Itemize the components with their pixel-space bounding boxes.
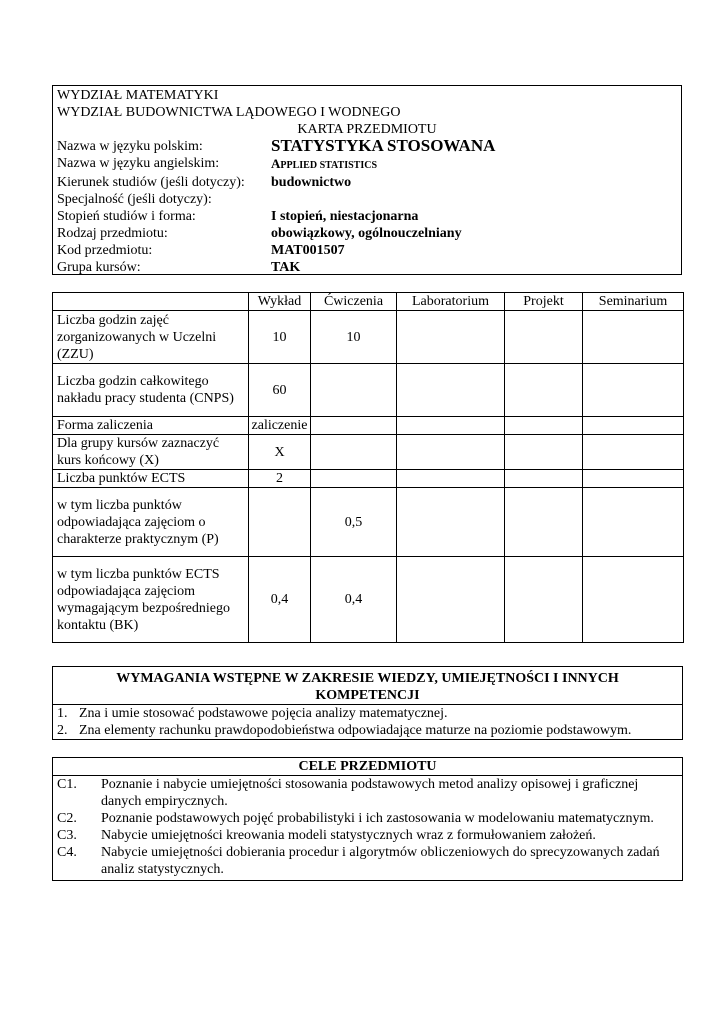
column-header bbox=[53, 293, 249, 311]
faculty-line-1: WYDZIAŁ MATEMATYKI bbox=[57, 88, 219, 103]
field-type bbox=[57, 225, 677, 242]
table-cell bbox=[397, 311, 505, 364]
table-cell bbox=[505, 364, 583, 417]
item-text: Nabycie umiejętności kreowania modeli statystycznych wraz z formułowaniem założeń. bbox=[101, 828, 596, 843]
english-name-rest: PPLIED bbox=[280, 160, 318, 171]
table-cell bbox=[249, 488, 311, 557]
column-header: Laboratorium bbox=[397, 293, 505, 311]
table-cell: 0,4 bbox=[249, 557, 311, 643]
field-value: MAT001507 bbox=[271, 243, 345, 258]
table-cell bbox=[583, 435, 684, 470]
table-cell bbox=[397, 488, 505, 557]
table-cell bbox=[583, 470, 684, 488]
field-direction bbox=[57, 174, 677, 191]
field-label: Specjalność (jeśli dotyczy): bbox=[57, 192, 212, 207]
item-number: 1. bbox=[57, 706, 68, 721]
item-text: Poznanie i nabycie umiejętności stosowania podstawowych metod analizy opisowej i graficznej danych empirycznych. bbox=[101, 777, 639, 809]
table-cell: 2 bbox=[249, 470, 311, 488]
table-cell bbox=[505, 557, 583, 643]
item-number: C3. bbox=[57, 828, 77, 843]
table-cell bbox=[505, 311, 583, 364]
table-cell bbox=[311, 470, 397, 488]
table-cell bbox=[583, 417, 684, 435]
table-row bbox=[53, 557, 684, 643]
table-cell: 0,4 bbox=[311, 557, 397, 643]
table-cell bbox=[311, 364, 397, 417]
field-label: Stopień studiów i forma: bbox=[57, 209, 196, 224]
table-cell bbox=[311, 417, 397, 435]
goals-title: CELE PRZEDMIOTU bbox=[53, 758, 683, 776]
table-cell bbox=[505, 417, 583, 435]
english-name-cap: A bbox=[271, 156, 281, 171]
table-cell bbox=[583, 311, 684, 364]
list-item bbox=[57, 705, 678, 722]
field-value: I stopień, niestacjonarna bbox=[271, 209, 419, 224]
list-item bbox=[57, 776, 678, 810]
table-header-row bbox=[53, 293, 684, 311]
row-label: Dla grupy kursów zaznaczyć kurs końcowy (X) bbox=[53, 435, 249, 470]
field-label: Grupa kursów: bbox=[57, 260, 141, 275]
list-item bbox=[57, 844, 678, 878]
field-english-name bbox=[57, 155, 677, 174]
field-label: Rodzaj przedmiotu: bbox=[57, 226, 168, 241]
table-cell bbox=[397, 557, 505, 643]
row-label: w tym liczba punktów ECTS odpowiadająca zajęciom wymagającym bezpośredniego kontaktu (BK) bbox=[53, 557, 249, 643]
table-cell bbox=[397, 417, 505, 435]
requirements-list bbox=[53, 705, 683, 740]
field-value: budownictwo bbox=[271, 175, 352, 190]
list-item bbox=[57, 810, 678, 827]
item-number: 2. bbox=[57, 723, 68, 738]
goals-section bbox=[52, 757, 683, 881]
english-name-word2: STATISTICS bbox=[317, 160, 377, 171]
course-header bbox=[52, 85, 682, 275]
row-label: Liczba godzin całkowitego nakładu pracy studenta (CNPS) bbox=[53, 364, 249, 417]
field-group bbox=[57, 259, 677, 276]
field-label: Kierunek studiów (jeśli dotyczy): bbox=[57, 175, 245, 190]
field-value: STATYSTYKA STOSOWANA bbox=[271, 136, 496, 155]
table-cell bbox=[397, 435, 505, 470]
field-label: Nazwa w języku polskim: bbox=[57, 139, 203, 154]
table-cell: zaliczenie bbox=[249, 417, 311, 435]
card-title: KARTA PRZEDMIOTU bbox=[297, 122, 437, 137]
row-label: w tym liczba punktów odpowiadająca zajęciom o charakterze praktycznym (P) bbox=[53, 488, 249, 557]
table-cell: 0,5 bbox=[311, 488, 397, 557]
field-specialty bbox=[57, 191, 677, 208]
item-number: C2. bbox=[57, 811, 77, 826]
row-label: Forma zaliczenia bbox=[53, 417, 249, 435]
column-header: Seminarium bbox=[583, 293, 684, 311]
table-row bbox=[53, 435, 684, 470]
table-cell bbox=[583, 364, 684, 417]
requirements-section bbox=[52, 666, 683, 740]
field-value bbox=[271, 155, 377, 174]
table-row bbox=[53, 417, 684, 435]
table-row bbox=[53, 488, 684, 557]
item-number: C1. bbox=[57, 777, 77, 792]
table-cell bbox=[397, 364, 505, 417]
field-degree bbox=[57, 208, 677, 225]
field-code bbox=[57, 242, 677, 259]
row-label: Liczba godzin zajęć zorganizowanych w Uczelni (ZZU) bbox=[53, 311, 249, 364]
column-header: Ćwiczenia bbox=[311, 293, 397, 311]
table-cell bbox=[583, 557, 684, 643]
table-row bbox=[53, 364, 684, 417]
field-label: Kod przedmiotu: bbox=[57, 243, 153, 258]
table-cell bbox=[311, 435, 397, 470]
item-text: Poznanie podstawowych pojęć probabilistyki i ich zastosowania w modelowaniu matematycznym. bbox=[101, 811, 654, 826]
table-cell: X bbox=[249, 435, 311, 470]
column-header: Projekt bbox=[505, 293, 583, 311]
table-row bbox=[53, 311, 684, 364]
table-cell bbox=[583, 488, 684, 557]
item-text: Zna i umie stosować podstawowe pojęcia analizy matematycznej. bbox=[79, 706, 448, 721]
goals-list bbox=[53, 776, 683, 881]
table-cell: 10 bbox=[249, 311, 311, 364]
faculty-line-2: WYDZIAŁ BUDOWNICTWA LĄDOWEGO I WODNEGO bbox=[57, 105, 401, 120]
item-text: Zna elementy rachunku prawdopodobieństwa odpowiadające maturze na poziomie podstawowym. bbox=[79, 723, 632, 738]
field-value: TAK bbox=[271, 260, 301, 275]
table-cell bbox=[505, 488, 583, 557]
field-label: Nazwa w języku angielskim: bbox=[57, 156, 220, 171]
row-label: Liczba punktów ECTS bbox=[53, 470, 249, 488]
list-item bbox=[57, 827, 678, 844]
item-number: C4. bbox=[57, 845, 77, 860]
hours-table bbox=[52, 292, 684, 643]
table-cell bbox=[505, 470, 583, 488]
table-cell: 60 bbox=[249, 364, 311, 417]
list-item bbox=[57, 722, 678, 739]
field-polish-name bbox=[57, 138, 677, 155]
item-text: Nabycie umiejętności dobierania procedur i algorytmów obliczeniowych do sprecyzowanych zadań analiz statystycznych. bbox=[101, 845, 660, 877]
table-row bbox=[53, 470, 684, 488]
table-cell bbox=[505, 435, 583, 470]
table-cell: 10 bbox=[311, 311, 397, 364]
requirements-title: WYMAGANIA WSTĘPNE W ZAKRESIE WIEDZY, UMIEJĘTNOŚCI I INNYCH KOMPETENCJI bbox=[53, 667, 683, 705]
field-value: obowiązkowy, ogólnouczelniany bbox=[271, 226, 462, 241]
table-cell bbox=[397, 470, 505, 488]
column-header: Wykład bbox=[249, 293, 311, 311]
